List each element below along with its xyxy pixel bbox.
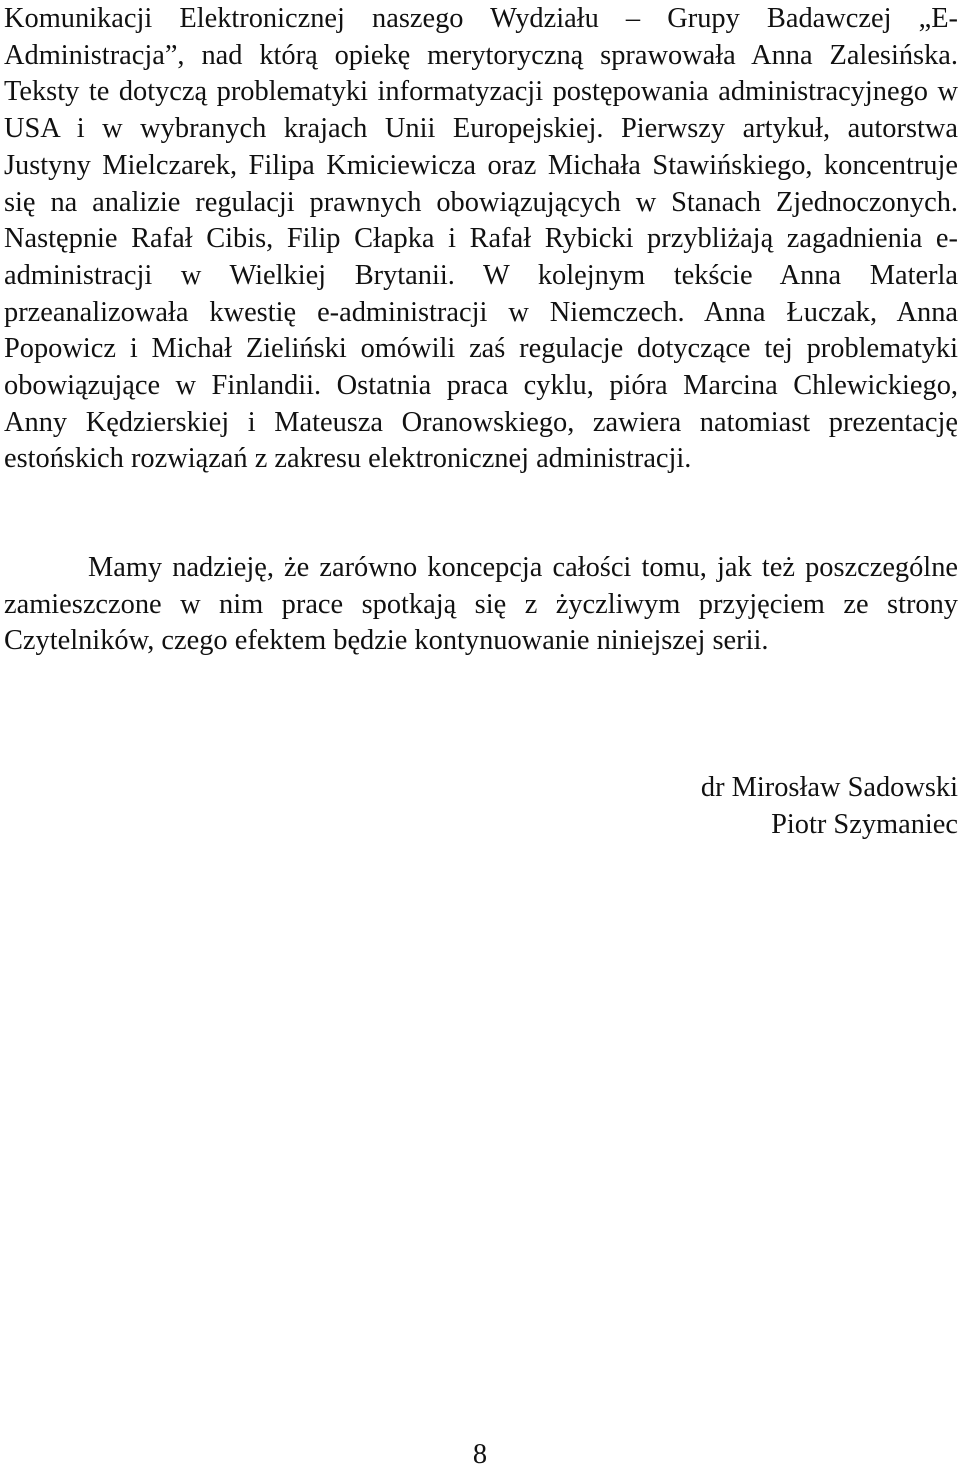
page-number-text: 8 [472, 1439, 488, 1470]
author-signature: Piotr Szymaniec [771, 808, 958, 840]
document-page [4, 0, 958, 1474]
signature-block [701, 770, 958, 843]
author-signature: dr Mirosław Sadowski [700, 772, 958, 803]
body-paragraph: Komunikacji Elektronicznej naszego Wydziału – Grupy Badawczej „E-Administracja”, nad którą opiekę merytoryczną sprawowała Anna Zalesińska. Teksty te dotyczą problematyki informatyzacji postępowania administracyjnego w USA i w wybranych krajach Unii Europejskiej. Pierwszy artykuł, autorstwa Justyny Mielczarek, Filipa Kmiciewicza oraz Michała Stawińskiego, koncentruje się na analizie regulacji prawnych obowiązujących w Stanach Zjednoczonych. Następnie Rafał Cibis, Filip Cłapka i Rafał Rybicki przybliżają zagadnienia e-administracji w Wielkiej Brytanii. W kolejnym tekście Anna Materla przeanalizowała kwestię e-administracji w Niemczech. Anna Łuczak, Anna Popowicz i Michał Zieliński omówili zaś regulacje dotyczące tej problematyki obowiązujące w Finlandii. Ostatnia praca cyklu, pióra Marcina Chlewickiego, Anny Kędzierskiej i Mateusza Oranowskiego, zawiera natomiast prezentację estońskich rozwiązań z zakresu elektronicznej administracji. [4, 3, 958, 475]
body-paragraph: Mamy nadzieję, że zarówno koncepcja całości tomu, jak też poszczególne zamieszczone w nim prace spotkają się z życzliwym przyjęciem ze strony Czytelników, czego efektem będzie kontynuowanie niniejszej serii. [4, 552, 958, 657]
